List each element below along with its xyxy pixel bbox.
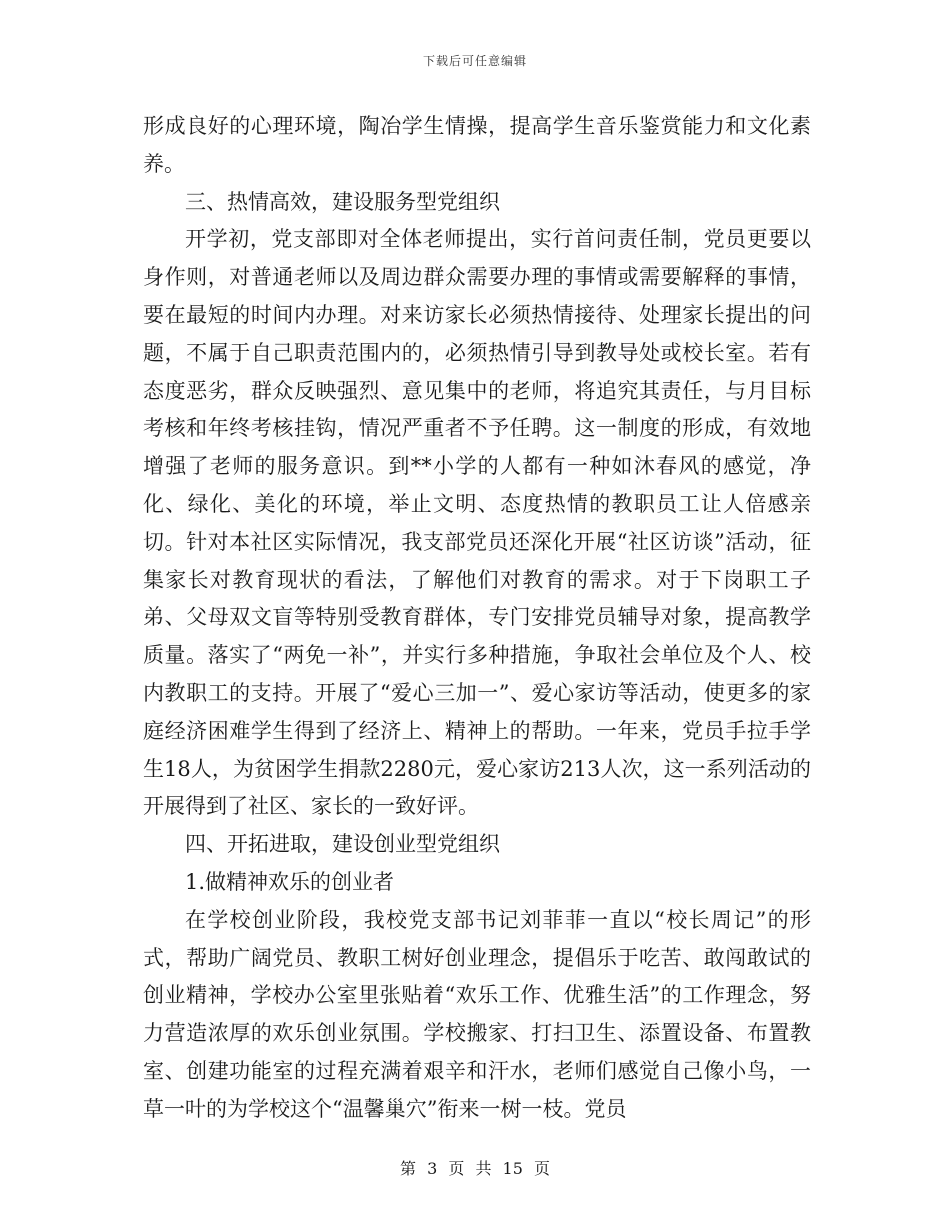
- page-header: 下载后可任意编辑: [422, 54, 527, 68]
- document-body: [143, 108, 811, 1129]
- subsection-heading: 1.做精神欢乐的创业者: [185, 869, 395, 894]
- paragraph-service: 开学初，党支部即对全体老师提出，实行首问责任制，党员更要以身作则，对普通老师以及周边群众需要办理的事情或需要解释的事情，要在最短的时间内办理。对来访家长必须热情接待、处理家长提出的问题，不属于自己职责范围内的，必须热情引导到教导处或校长室。若有态度恶劣，群众反映强烈、意见集中的老师，将追究其责任，与月目标考核和年终考核挂钩，情况严重者不予任聘。这一制度的形成，有效地增强了老师的服务意识。到**小学的人都有一种如沐春风的感觉，净化、绿化、美化的环境，举止文明、态度热情的教职员工让人倍感亲切。针对本社区实际情况，我支部党员还深化开展“社区访谈”活动，征集家长对教育现状的看法，了解他们对教育的需求。对于下岗职工子弟、父母双文盲等特别受教育群体，专门安排党员辅导对象，提高教学质量。落实了“两免一补”，并实行多种措施，争取社会单位及个人、校内教职工的支持。开展了“爱心三加一”、爱心家访等活动，使更多的家庭经济困难学生得到了经济上、精神上的帮助。一年来，党员手拉手学生18人，为贫困学生捐款2280元，爱心家访213人次，这一系列活动的开展得到了社区、家长的一致好评。: [143, 227, 811, 819]
- section-heading-3: 三、热情高效，建设服务型党组织: [185, 189, 500, 214]
- section-heading-4: 四、开拓进取，建设创业型党组织: [185, 832, 500, 857]
- paragraph-entrepreneurship: 在学校创业阶段，我校党支部书记刘菲菲一直以“校长周记”的形式，帮助广阔党员、教职工树好创业理念，提倡乐于吃苦、敢闯敢试的创业精神，学校办公室里张贴着“欢乐工作、优雅生活”的工作理念，努力营造浓厚的欢乐创业氛围。学校搬家、打扫卫生、添置设备、布置教室、创建功能室的过程充满着艰辛和汗水，老师们感觉自己像小鸟，一草一叶的为学校这个“温馨巢穴”衔来一树一枝。党员: [143, 907, 811, 1121]
- paragraph-continuation: 形成良好的心理环境，陶冶学生情操，提高学生音乐鉴赏能力和文化素养。: [143, 114, 811, 176]
- page-number-footer: 第 3 页 共 15 页: [400, 1159, 550, 1178]
